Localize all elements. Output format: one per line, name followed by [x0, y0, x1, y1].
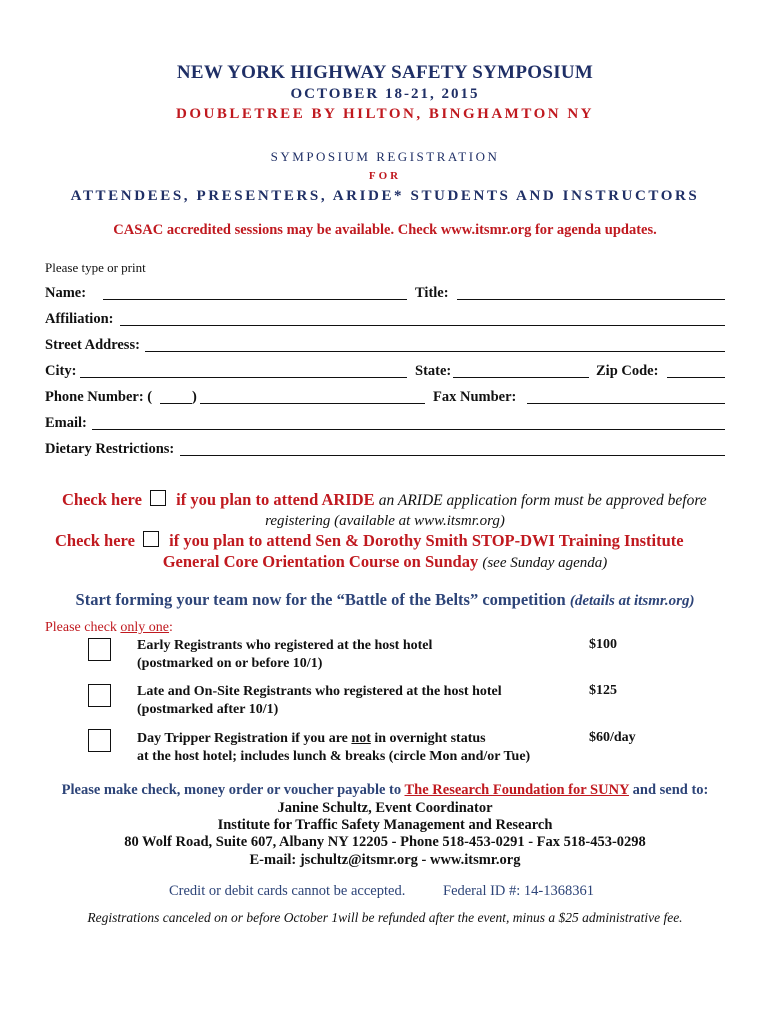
street-address-field[interactable]: [145, 351, 725, 352]
day-tripper-line1-post: in overnight status: [370, 731, 486, 746]
form-instruction: Please type or print: [45, 260, 146, 275]
stop-dwi-row: [55, 531, 684, 551]
institute-name: Institute for Traffic Safety Management and Research: [217, 817, 553, 833]
early-registrant-line2: (postmarked on or before 10/1): [137, 656, 323, 671]
battle-details: (details at itsmr.org): [569, 593, 695, 609]
audience-heading: ATTENDEES, PRESENTERS, ARIDE* STUDENTS AND INSTRUCTORS: [70, 188, 700, 204]
day-tripper-price: $60/day: [589, 730, 636, 745]
day-tripper-not: not: [351, 731, 371, 746]
aride-check-here-label: Check here: [62, 490, 142, 509]
pricing-instruction-suffix: :: [169, 620, 173, 635]
phone-number-field[interactable]: [200, 403, 425, 404]
cards-not-accepted: Credit or debit cards cannot be accepted.: [169, 883, 406, 899]
city-label: City:: [45, 363, 77, 379]
symposium-venue: DOUBLETREE BY HILTON, BINGHAMTON NY: [176, 106, 594, 122]
early-registrant-checkbox[interactable]: [88, 638, 111, 661]
early-registrant-price: $100: [589, 637, 617, 652]
refund-policy: Registrations canceled on or before October 1will be refunded after the event, minus a $25 administrative fee.: [87, 910, 683, 925]
registration-heading: SYMPOSIUM REGISTRATION: [270, 149, 500, 164]
phone-number-label: Phone Number: (: [45, 389, 153, 405]
aride-row: [62, 490, 707, 510]
aride-note-continued: registering (available at www.itsmr.org): [265, 513, 505, 529]
for-label: FOR: [368, 170, 402, 182]
late-registrant-line2: (postmarked after 10/1): [137, 702, 279, 717]
phone-paren-close: ): [192, 389, 197, 405]
zip-code-label: Zip Code:: [596, 363, 659, 379]
payment-prefix: Please make check, money order or voucher payable to: [61, 782, 405, 798]
stop-dwi-checkbox[interactable]: [143, 531, 159, 547]
day-tripper-line1-pre: Day Tripper Registration if you are: [137, 731, 352, 746]
battle-of-the-belts: [0, 590, 770, 610]
zip-code-field[interactable]: [667, 377, 725, 378]
battle-text: Start forming your team now for the “Battle of the Belts” competition: [75, 590, 566, 609]
late-registrant-line1: Late and On-Site Registrants who registered at the host hotel: [137, 684, 502, 699]
fax-number-field[interactable]: [527, 403, 725, 404]
symposium-dates: OCTOBER 18-21, 2015: [290, 86, 480, 102]
state-field[interactable]: [453, 377, 589, 378]
name-field[interactable]: [103, 299, 407, 300]
city-field[interactable]: [80, 377, 407, 378]
stop-dwi-note: (see Sunday agenda): [482, 555, 608, 571]
affiliation-field[interactable]: [120, 325, 725, 326]
aride-note: an ARIDE application form must be approved before: [378, 492, 707, 509]
dietary-restrictions-field[interactable]: [180, 455, 725, 456]
day-tripper-checkbox[interactable]: [88, 729, 111, 752]
stop-dwi-course: General Core Orientation Course on Sunday: [162, 552, 479, 571]
dietary-restrictions-label: Dietary Restrictions:: [45, 441, 175, 457]
state-label: State:: [415, 363, 452, 379]
federal-id: Federal ID #: 14-1368361: [443, 883, 595, 899]
email-label: Email:: [45, 415, 87, 431]
email-field[interactable]: [92, 429, 725, 430]
payment-payee: The Research Foundation for SUNY: [404, 782, 629, 798]
stop-dwi-text: if you plan to attend Sen & Dorothy Smith STOP-DWI Training Institute: [169, 531, 684, 550]
aride-checkbox[interactable]: [150, 490, 166, 506]
title-field[interactable]: [457, 299, 725, 300]
name-label: Name:: [45, 285, 87, 301]
stop-dwi-check-here-label: Check here: [55, 531, 135, 550]
phone-area-code-field[interactable]: [160, 403, 192, 404]
payment-suffix: and send to:: [629, 782, 709, 798]
stop-dwi-row-2: [0, 552, 770, 572]
symposium-title: NEW YORK HIGHWAY SAFETY SYMPOSIUM: [176, 62, 594, 83]
late-registrant-price: $125: [589, 683, 617, 698]
affiliation-label: Affiliation:: [45, 311, 114, 327]
early-registrant-line1: Early Registrants who registered at the host hotel: [137, 638, 433, 653]
late-registrant-checkbox[interactable]: [88, 684, 111, 707]
contact-name: Janine Schultz, Event Coordinator: [277, 800, 493, 816]
pricing-instruction-prefix: Please check: [45, 620, 121, 635]
aride-text: if you plan to attend ARIDE: [176, 490, 375, 509]
payment-instruction: [0, 782, 770, 799]
title-label: Title:: [415, 285, 449, 301]
pricing-instruction: [45, 620, 173, 636]
contact-email: E-mail: jschultz@itsmr.org - www.itsmr.org: [249, 852, 521, 868]
street-address-label: Street Address:: [45, 337, 140, 353]
pricing-instruction-only-one: only one: [120, 620, 170, 635]
day-tripper-line1: [137, 730, 486, 748]
casac-note: CASAC accredited sessions may be available. Check www.itsmr.org for agenda updates.: [113, 222, 657, 238]
day-tripper-line2: at the host hotel; includes lunch & breaks (circle Mon and/or Tue): [137, 749, 531, 764]
mailing-address: 80 Wolf Road, Suite 607, Albany NY 12205 - Phone 518-453-0291 - Fax 518-453-0298: [124, 834, 646, 850]
fax-number-label: Fax Number:: [433, 389, 517, 405]
